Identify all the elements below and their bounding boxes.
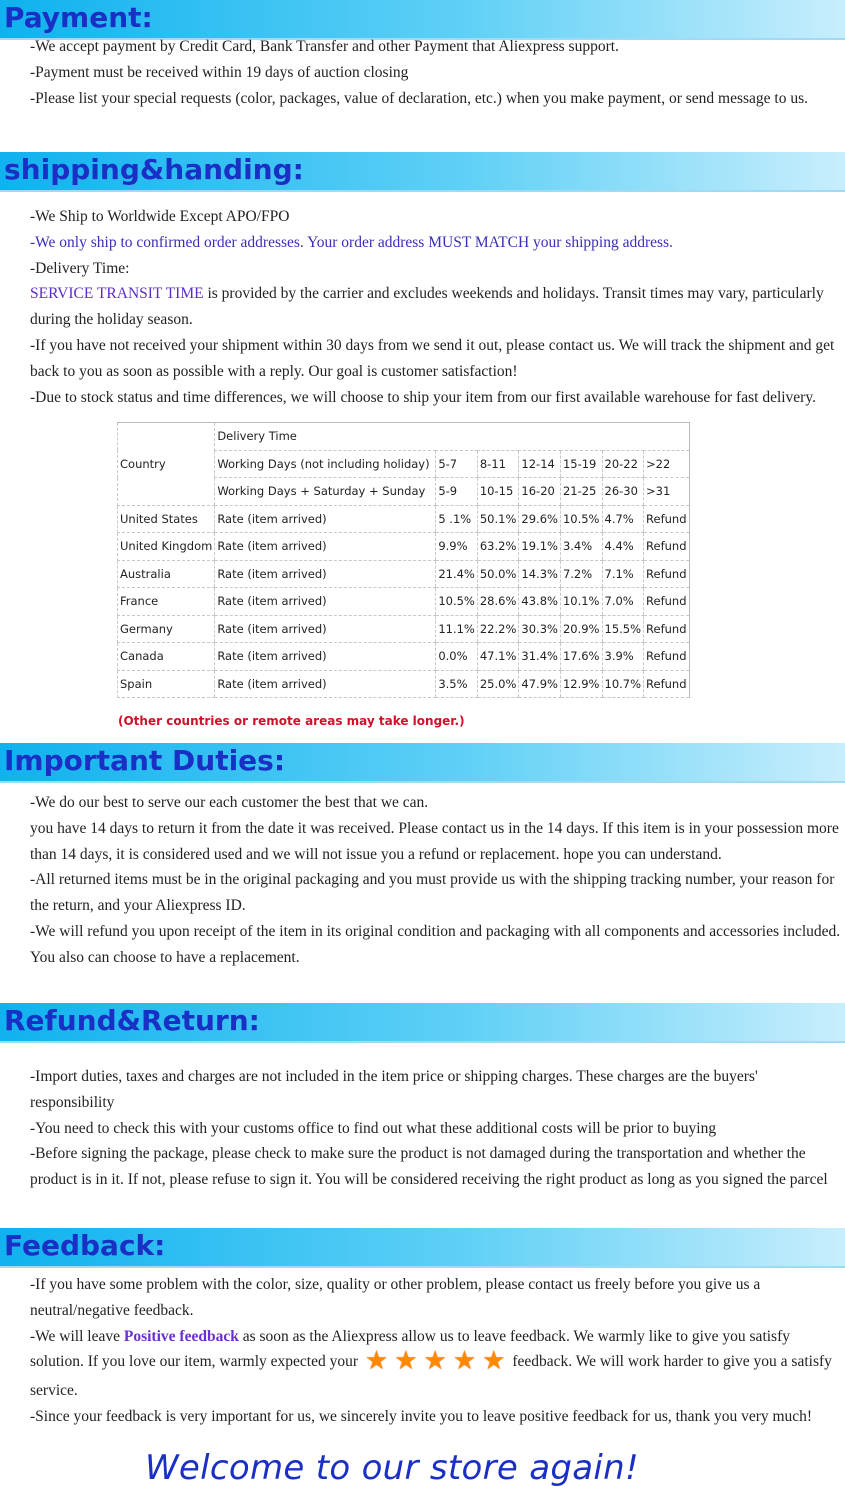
table-cell: Rate (item arrived) — [215, 560, 436, 588]
table-cell: Spain — [118, 670, 215, 698]
table-cell: 3.4% — [560, 533, 602, 561]
table-cell: 4.7% — [602, 505, 644, 533]
table-cell: France — [118, 588, 215, 616]
table-cell: Australia — [118, 560, 215, 588]
table-cell: >22 — [644, 450, 689, 478]
table-cell: Rate (item arrived) — [215, 615, 436, 643]
table-cell: Rate (item arrived) — [215, 643, 436, 671]
table-row — [118, 588, 690, 616]
table-cell: Refund — [644, 670, 689, 698]
table-cell: Germany — [118, 615, 215, 643]
shipping-header — [0, 152, 845, 192]
duties-title: Important Duties: — [4, 744, 286, 777]
table-cell: 10.1% — [560, 588, 602, 616]
duties-text — [30, 790, 845, 971]
shipping-transit-line — [30, 281, 845, 333]
table-cell: 21-25 — [560, 478, 602, 506]
table-cell: Rate (item arrived) — [215, 670, 436, 698]
payment-title: Payment: — [4, 1, 153, 34]
delivery-time-header: Delivery Time — [215, 423, 689, 451]
payment-line: -Payment must be received within 19 days of auction closing — [30, 63, 409, 81]
feedback-title: Feedback: — [4, 1229, 166, 1262]
table-header-row — [118, 423, 690, 451]
table-cell: 5-9 — [436, 478, 478, 506]
table-cell: 7.2% — [560, 560, 602, 588]
feedback-text-a: -We will leave — [30, 1327, 124, 1345]
table-cell: Canada — [118, 643, 215, 671]
refund-header — [0, 1003, 845, 1043]
shipping-line: -Due to stock status and time differences, we will choose to ship your item from our first available warehouse for fast delivery. — [30, 388, 816, 406]
star-icon: ★ — [482, 1346, 506, 1376]
table-cell: 16-20 — [519, 478, 561, 506]
table-cell: 15.5% — [602, 615, 644, 643]
table-cell: 11.1% — [436, 615, 478, 643]
table-cell: 30.3% — [519, 615, 561, 643]
table-cell: 43.8% — [519, 588, 561, 616]
table-cell: Refund — [644, 560, 689, 588]
feedback-stars-line — [30, 1324, 845, 1404]
table-cell: 10.7% — [602, 670, 644, 698]
refund-title: Refund&Return: — [4, 1004, 260, 1037]
duties-line: you have 14 days to return it from the date it was received. Please contact us in the 14 days. If this item is in your possession more than 14 days, it is considered used and we will not issue you a refund or replacement. hope you can understand. — [30, 819, 839, 863]
table-cell: 7.1% — [602, 560, 644, 588]
table-cell: 5 .1% — [436, 505, 478, 533]
feedback-text-b: as soon as the Aliexpress allow us to leave feedback. We warmly like to give you satisfy solution. If you love our item, warmly expected your — [30, 1327, 790, 1371]
table-cell: >31 — [644, 478, 689, 506]
table-cell: Rate (item arrived) — [215, 533, 436, 561]
star-icon: ★ — [394, 1346, 418, 1376]
table-row — [118, 560, 690, 588]
table-row — [118, 615, 690, 643]
table-cell: 50.0% — [477, 560, 519, 588]
feedback-header — [0, 1228, 845, 1268]
table-cell: 26-30 — [602, 478, 644, 506]
duties-line: -We will refund you upon receipt of the item in its original condition and packaging with all components and accessories included. You also can choose to have a replacement. — [30, 922, 841, 966]
table-cell: 31.4% — [519, 643, 561, 671]
table-cell: 12.9% — [560, 670, 602, 698]
table-cell: 0.0% — [436, 643, 478, 671]
table-row — [118, 505, 690, 533]
table-cell: 28.6% — [477, 588, 519, 616]
table-row — [118, 670, 690, 698]
star-icon: ★ — [364, 1346, 389, 1376]
table-cell: 29.6% — [519, 505, 561, 533]
duties-line: -All returned items must be in the original packaging and you must provide us with the shipping tracking number, your reason for the return, and your Aliexpress ID. — [30, 871, 835, 915]
shipping-title: shipping&handing: — [4, 153, 304, 186]
rate-rows — [118, 505, 690, 698]
refund-text — [30, 1064, 845, 1193]
table-cell: Rate (item arrived) — [215, 505, 436, 533]
star-icon: ★ — [452, 1346, 477, 1376]
table-cell: 25.0% — [477, 670, 519, 698]
table-cell: 10.5% — [436, 588, 478, 616]
table-cell: Refund — [644, 533, 689, 561]
table-cell: 22.2% — [477, 615, 519, 643]
feedback-line: -If you have some problem with the color, size, quality or other problem, please contact us freely before you give us a neutral/negative feedback. — [30, 1276, 761, 1319]
shipping-line: -Delivery Time: — [30, 259, 130, 277]
table-cell: 10.5% — [560, 505, 602, 533]
table-cell: 50.1% — [477, 505, 519, 533]
table-cell: 12-14 — [519, 450, 561, 478]
table-cell: 4.4% — [602, 533, 644, 561]
table-cell: 9.9% — [436, 533, 478, 561]
table-cell: Refund — [644, 588, 689, 616]
table-cell: 3.5% — [436, 670, 478, 698]
refund-line: -Before signing the package, please check to make sure the product is not damaged during the transportation and whether the product is in it. If not, please refuse to sign it. You will be considered receiving the right product as long as you signed the parcel — [30, 1145, 828, 1189]
table-cell: 7.0% — [602, 588, 644, 616]
table-cell: 10-15 — [477, 478, 519, 506]
table-cell: 15-19 — [560, 450, 602, 478]
remote-areas-note: (Other countries or remote areas may take longer.) — [118, 714, 465, 728]
table-cell: Refund — [644, 505, 689, 533]
table-cell: 19.1% — [519, 533, 561, 561]
table-cell: 14.3% — [519, 560, 561, 588]
table-cell: United Kingdom — [118, 533, 215, 561]
country-header: Country — [118, 423, 215, 506]
duties-header — [0, 743, 845, 783]
table-cell: 21.4% — [436, 560, 478, 588]
welcome-banner: Welcome to our store again! — [145, 1448, 639, 1488]
duties-line: -We do our best to serve our each customer the best that we can. — [30, 794, 429, 811]
delivery-rate-table — [117, 422, 690, 698]
table-cell: 17.6% — [560, 643, 602, 671]
payment-text — [30, 34, 845, 111]
table-cell: Refund — [644, 615, 689, 643]
working-days-label: Working Days (not including holiday) — [215, 450, 436, 478]
payment-line: -We accept payment by Credit Card, Bank Transfer and other Payment that Aliexpress support. — [30, 38, 619, 55]
table-cell: 8-11 — [477, 450, 519, 478]
feedback-text — [30, 1272, 845, 1430]
table-cell: 20-22 — [602, 450, 644, 478]
positive-feedback-highlight: Positive feedback — [123, 1327, 239, 1345]
shipping-line: -We Ship to Worldwide Except APO/FPO — [30, 208, 290, 225]
payment-line: -Please list your special requests (color, packages, value of declaration, etc.) when you make payment, or send message to us. — [30, 89, 808, 107]
feedback-text-c: feedback. We will work harder to give you a satisfy service. — [30, 1353, 832, 1400]
table-cell: 47.9% — [519, 670, 561, 698]
table-cell: 3.9% — [602, 643, 644, 671]
transit-highlight: SERVICE TRANSIT TIME — [30, 285, 204, 303]
table-cell: Refund — [644, 643, 689, 671]
table-cell: 20.9% — [560, 615, 602, 643]
shipping-address-notice: -We only ship to confirmed order addresses. Your order address MUST MATCH your shipping address. — [30, 233, 673, 251]
refund-line: -Import duties, taxes and charges are not included in the item price or shipping charges. These charges are the buyers' responsibility — [30, 1068, 758, 1111]
shipping-text — [30, 204, 845, 410]
refund-line: -You need to check this with your customs office to find out what these additional costs will be prior to buying — [30, 1119, 717, 1137]
saturday-days-label: Working Days + Saturday + Sunday — [215, 478, 436, 506]
table-cell: United States — [118, 505, 215, 533]
table-cell: Rate (item arrived) — [215, 588, 436, 616]
five-star-rating — [362, 1346, 509, 1378]
table-cell: 5-7 — [436, 450, 478, 478]
table-cell: 47.1% — [477, 643, 519, 671]
table-row — [118, 533, 690, 561]
star-icon: ★ — [423, 1346, 447, 1376]
table-cell: 63.2% — [477, 533, 519, 561]
transit-rest: is provided by the carrier and excludes weekends and holidays. Transit times may vary, particularly during the holiday season. — [30, 285, 824, 329]
feedback-line: -Since your feedback is very important for us, we sincerely invite you to leave positive feedback for us, thank you very much! — [30, 1407, 813, 1425]
shipping-line: -If you have not received your shipment within 30 days from we send it out, please contact us. We will track the shipment and get back to you as soon as possible with a reply. Our goal is customer satisfaction! — [30, 336, 835, 380]
table-row — [118, 643, 690, 671]
